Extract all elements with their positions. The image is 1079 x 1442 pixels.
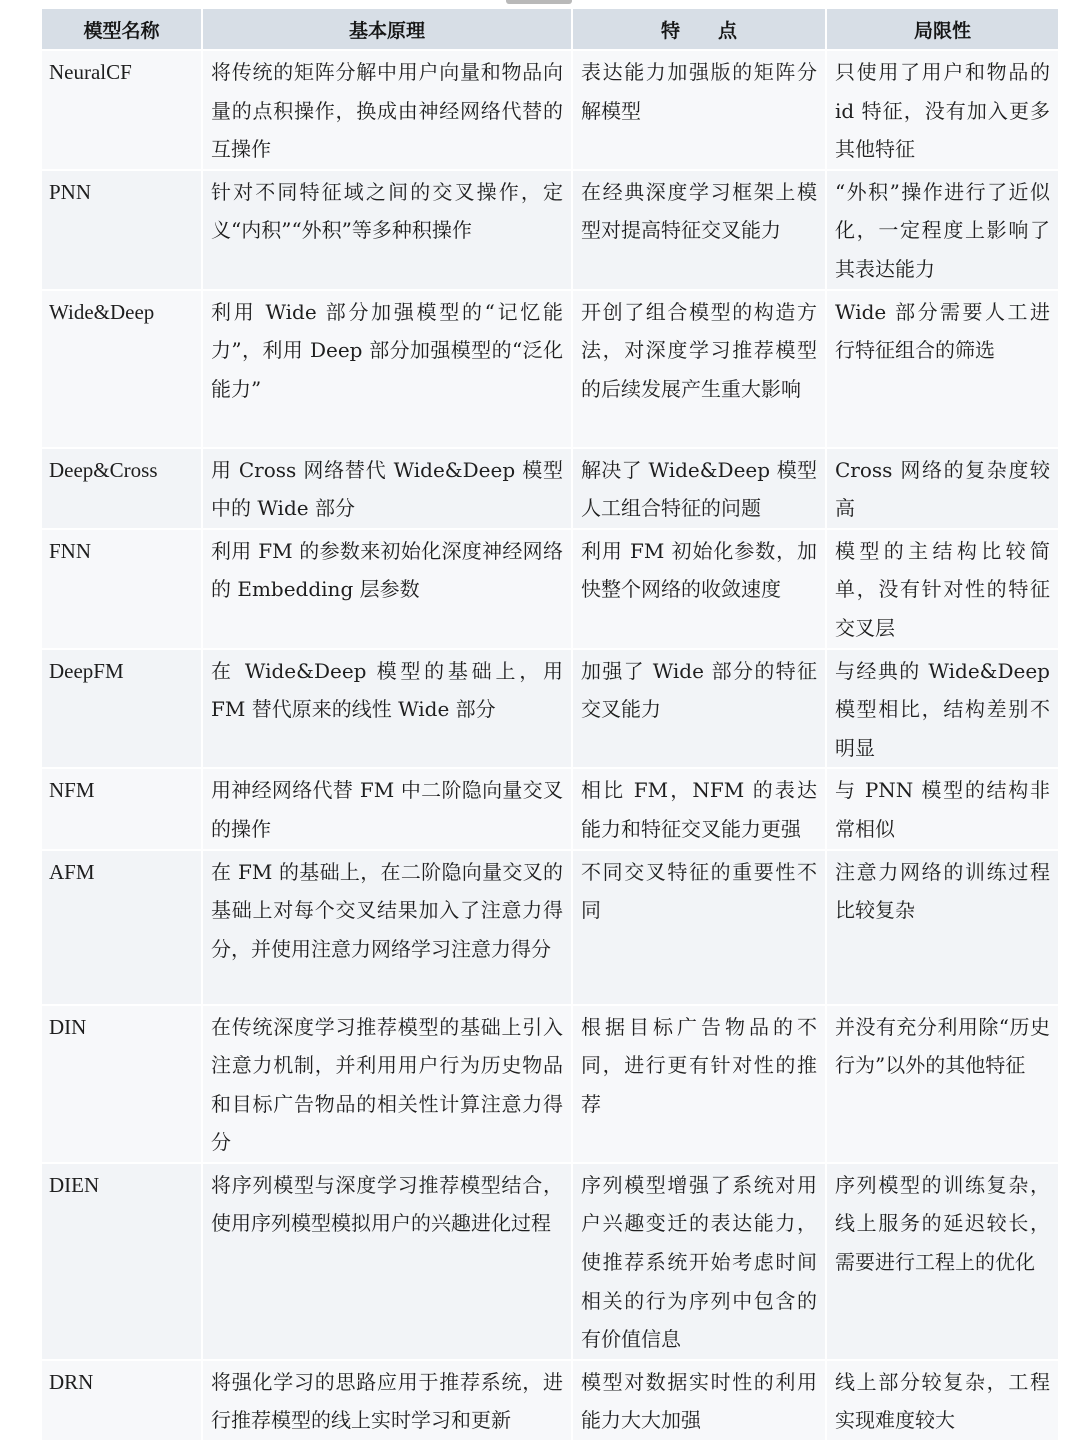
cell-model-name: DeepFM [42, 649, 202, 769]
cell-principle: 将传统的矩阵分解中用户向量和物品向量的点积操作，换成由神经网络代替的互操作 [202, 50, 572, 170]
cell-model-name: DIEN [42, 1163, 202, 1360]
table-row [42, 649, 1058, 769]
header-model-name: 模型名称 [42, 9, 202, 50]
cell-limitation: 只使用了用户和物品的 id 特征，没有加入更多其他特征 [826, 50, 1058, 170]
cell-principle: 用 Cross 网络替代 Wide&Deep 模型中的 Wide 部分 [202, 448, 572, 529]
model-comparison-table [42, 9, 1058, 1442]
cell-model-name: Deep&Cross [42, 448, 202, 529]
cell-model-name: PNN [42, 170, 202, 290]
table-header [42, 9, 1058, 50]
cell-principle: 在 FM 的基础上，在二阶隐向量交叉的基础上对每个交叉结果加入了注意力得分，并使用注意力网络学习注意力得分 [202, 850, 572, 1005]
header-feature: 特 点 [572, 9, 826, 50]
cell-principle: 在 Wide&Deep 模型的基础上，用 FM 替代原来的线性 Wide 部分 [202, 649, 572, 769]
cell-model-name: AFM [42, 850, 202, 1005]
cell-principle: 用神经网络代替 FM 中二阶隐向量交叉的操作 [202, 768, 572, 849]
table-row [42, 768, 1058, 849]
cell-model-name: DRN [42, 1360, 202, 1441]
cell-limitation: 线上部分较复杂，工程实现难度较大 [826, 1360, 1058, 1441]
cell-limitation: 并没有充分利用除“历史行为”以外的其他特征 [826, 1005, 1058, 1163]
cell-feature: 开创了组合模型的构造方法，对深度学习推荐模型的后续发展产生重大影响 [572, 290, 826, 448]
table-row [42, 1163, 1058, 1360]
cell-principle: 针对不同特征域之间的交叉操作，定义“内积”“外积”等多种积操作 [202, 170, 572, 290]
table-row [42, 1360, 1058, 1441]
cell-feature: 不同交叉特征的重要性不同 [572, 850, 826, 1005]
model-comparison-table-wrapper [42, 9, 1058, 1433]
cell-model-name: Wide&Deep [42, 290, 202, 448]
cell-model-name: DIN [42, 1005, 202, 1163]
cell-limitation: Cross 网络的复杂度较高 [826, 448, 1058, 529]
cell-feature: 表达能力加强版的矩阵分解模型 [572, 50, 826, 170]
cell-feature: 利用 FM 初始化参数，加快整个网络的收敛速度 [572, 529, 826, 649]
table-row [42, 850, 1058, 1005]
header-row [42, 9, 1058, 50]
cell-principle: 利用 FM 的参数来初始化深度神经网络的 Embedding 层参数 [202, 529, 572, 649]
cell-feature: 相比 FM，NFM 的表达能力和特征交叉能力更强 [572, 768, 826, 849]
cell-feature: 序列模型增强了系统对用户兴趣变迁的表达能力，使推荐系统开始考虑时间相关的行为序列中包含的有价值信息 [572, 1163, 826, 1360]
cell-limitation: 序列模型的训练复杂，线上服务的延迟较长，需要进行工程上的优化 [826, 1163, 1058, 1360]
cell-model-name: NeuralCF [42, 50, 202, 170]
cell-principle: 将序列模型与深度学习推荐模型结合，使用序列模型模拟用户的兴趣进化过程 [202, 1163, 572, 1360]
cell-principle: 将强化学习的思路应用于推荐系统，进行推荐模型的线上实时学习和更新 [202, 1360, 572, 1441]
cell-principle: 利用 Wide 部分加强模型的“记忆能力”，利用 Deep 部分加强模型的“泛化能力” [202, 290, 572, 448]
cell-limitation: 与 PNN 模型的结构非常相似 [826, 768, 1058, 849]
cell-limitation: 模型的主结构比较简单，没有针对性的特征交叉层 [826, 529, 1058, 649]
cell-limitation: Wide 部分需要人工进行特征组合的筛选 [826, 290, 1058, 448]
cell-limitation: 注意力网络的训练过程比较复杂 [826, 850, 1058, 1005]
cell-limitation: “外积”操作进行了近似化，一定程度上影响了其表达能力 [826, 170, 1058, 290]
cell-feature: 解决了 Wide&Deep 模型人工组合特征的问题 [572, 448, 826, 529]
table-row [42, 529, 1058, 649]
table-row [42, 50, 1058, 170]
cell-feature: 模型对数据实时性的利用能力大大加强 [572, 1360, 826, 1441]
table-row [42, 448, 1058, 529]
table-row [42, 1005, 1058, 1163]
cell-model-name: FNN [42, 529, 202, 649]
cell-principle: 在传统深度学习推荐模型的基础上引入注意力机制，并利用用户行为历史物品和目标广告物品的相关性计算注意力得分 [202, 1005, 572, 1163]
cell-model-name: NFM [42, 768, 202, 849]
scroll-tab-indicator [506, 0, 572, 4]
cell-limitation: 与经典的 Wide&Deep 模型相比，结构差别不明显 [826, 649, 1058, 769]
header-principle: 基本原理 [202, 9, 572, 50]
cell-feature: 加强了 Wide 部分的特征交叉能力 [572, 649, 826, 769]
cell-feature: 根据目标广告物品的不同，进行更有针对性的推荐 [572, 1005, 826, 1163]
cell-feature: 在经典深度学习框架上模型对提高特征交叉能力 [572, 170, 826, 290]
header-limitation: 局限性 [826, 9, 1058, 50]
table-row [42, 170, 1058, 290]
table-row [42, 290, 1058, 448]
table-body [42, 50, 1058, 1441]
